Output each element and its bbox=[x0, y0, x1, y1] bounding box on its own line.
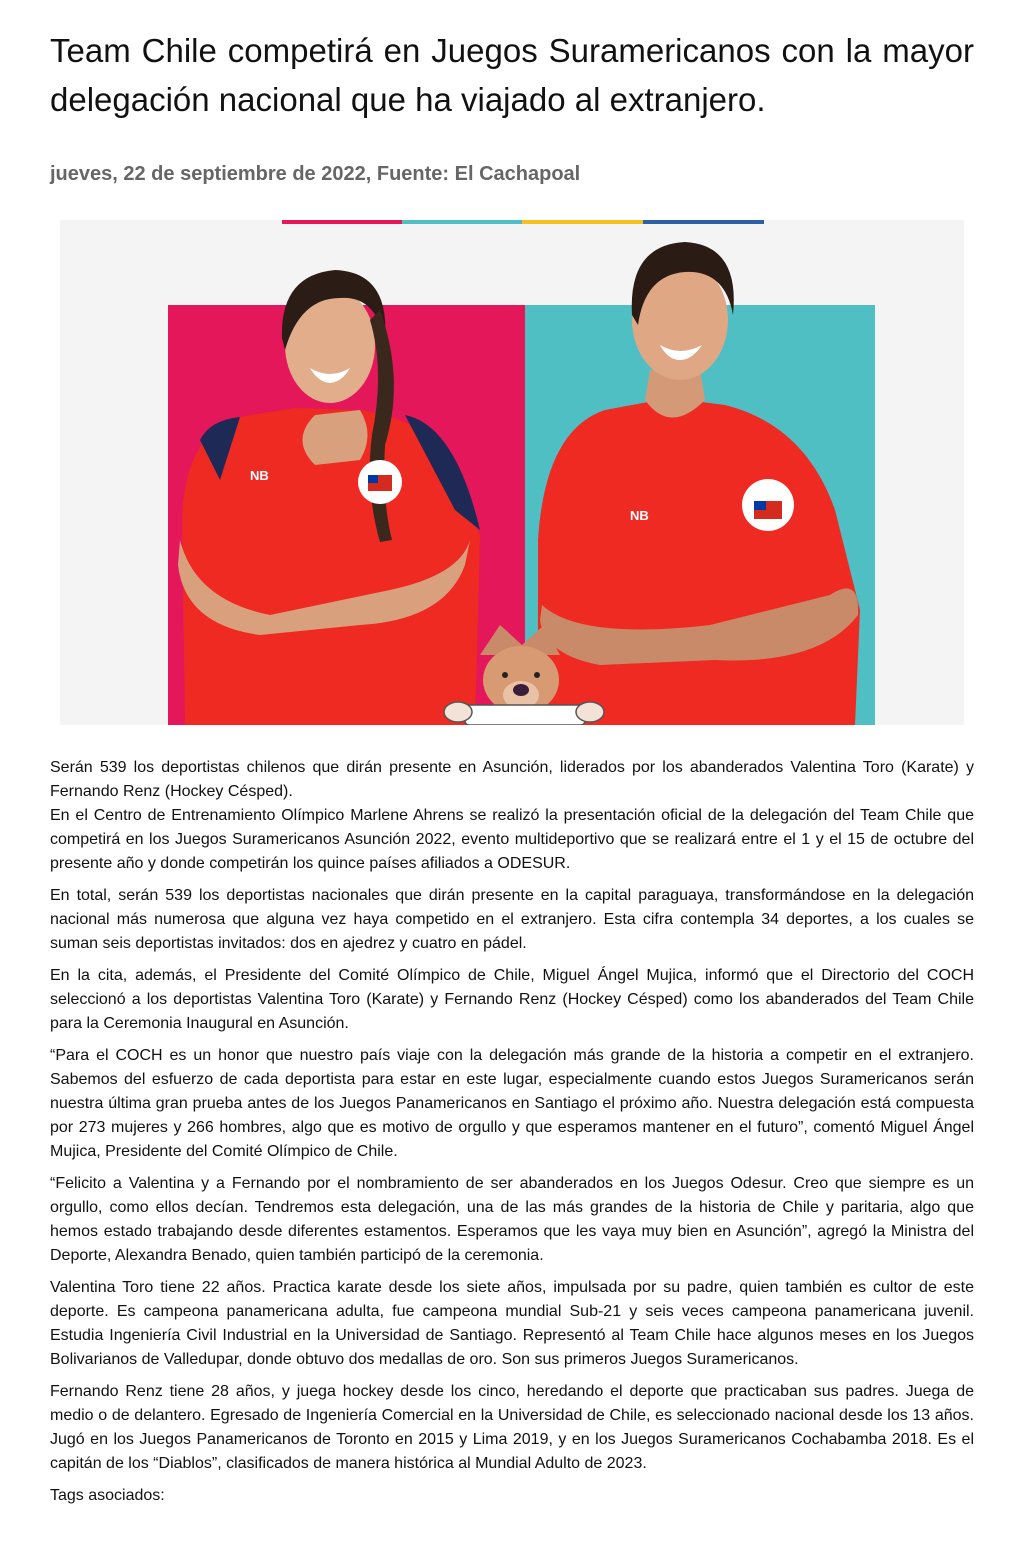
stripe-magenta bbox=[282, 220, 402, 224]
article-paragraph-1: Serán 539 los deportistas chilenos que dirán presente en Asunción, liderados por los abanderados Valentina Toro (Karate) y Fernando Renz (Hockey Césped). bbox=[50, 759, 974, 800]
article-title: Team Chile competirá en Juegos Suramericanos con la mayor delegación nacional que ha viajado al extranjero. bbox=[50, 32, 974, 118]
article-paragraph-3: En total, serán 539 los deportistas nacionales que dirán presente en la capital paraguaya, transformándose en la delegación nacional más numerosa que alguna vez haya competido en el extranjero. Esta cifra contempla 34 deportes, a los cuales se suman seis deportistas invitados: dos en ajedrez y cuatro en pádel. bbox=[50, 887, 974, 952]
article-paragraph-4: En la cita, además, el Presidente del Comité Olímpico de Chile, Miguel Ángel Mujica, informó que el Directorio del COCH seleccionó a los deportistas Valentina Toro (Karate) y Fernando Renz (Hockey Césped) como los abanderados del Team Chile para la Ceremonia Inaugural en Asunción. bbox=[50, 967, 974, 1032]
article bbox=[50, 0, 974, 1516]
article-date-source: jueves, 22 de septiembre de 2022, Fuente: El Cachapoal bbox=[50, 163, 581, 185]
article-paragraph-7: Valentina Toro tiene 22 años. Practica karate desde los siete años, impulsada por su padre, quien también es cultor de este deporte. Es campeona panamericana adulta, fue campeona mundial Sub-21 y seis veces campeona panamericana juvenil. Estudia Ingeniería Civil Industrial en la Universidad de Santiago. Representó al Team Chile hace algunos meses en los Juegos Bolivarianos de Valledupar, donde obtuvo dos medallas de oro. Son sus primeros Juegos Suramericanos. bbox=[50, 1279, 974, 1368]
svg-text:NB: NB bbox=[250, 468, 269, 483]
article-body bbox=[50, 756, 974, 1508]
article-paragraph-8: Fernando Renz tiene 28 años, y juega hockey desde los cinco, heredando el deporte que practicaban sus padres. Juega de medio o de delantero. Egresado de Ingeniería Comercial en la Universidad de Chile, es seleccionado nacional desde los 13 años. Jugó en los Juegos Panamericanos de Toronto en 2015 y Lima 2019, y en los Juegos Suramericanos Cochabamba 2018. Es el capitán de los “Diablos”, clasificados de manera histórica al Mundial Adulto de 2023. bbox=[50, 1383, 974, 1472]
article-paragraph-2: En el Centro de Entrenamiento Olímpico Marlene Ahrens se realizó la presentación oficial de la delegación del Team Chile que competirá en los Juegos Suramericanos Asunción 2022, evento multideportivo que se realizará entre el 1 y el 15 de octubre del presente año y donde competirán los quince países afiliados a ODESUR. bbox=[50, 807, 974, 872]
article-paragraph-5: “Para el COCH es un honor que nuestro país viaje con la delegación más grande de la historia a competir en el extranjero. Sabemos del esfuerzo de cada deportista para estar en este lugar, especialmente cuando estos Juegos Suramericanos serán nuestra última gran prueba antes de los Juegos Panamericanos en Santiago el próximo año. Nuestra delegación está compuesta por 273 mujeres y 266 hombres, algo que es motivo de orgullo y que esperamos mantener en el futuro”, comentó Miguel Ángel Mujica, Presidente del Comité Olímpico de Chile. bbox=[50, 1047, 974, 1160]
svg-text:NB: NB bbox=[630, 508, 649, 523]
stripe-cyan bbox=[402, 220, 522, 224]
tags-label: Tags asociados: bbox=[50, 1487, 165, 1504]
athletes-photo bbox=[60, 220, 964, 725]
stripe-yellow bbox=[522, 220, 643, 224]
article-photo bbox=[60, 220, 964, 725]
article-paragraph-6: “Felicito a Valentina y a Fernando por el nombramiento de ser abanderados en los Juegos Odesur. Creo que siempre es un orgullo, como ellos decían. Tendremos esta delegación, una de las más grandes de la historia de Chile y paritaria, algo que hemos estado trabajando desde diferentes estamentos. Esperamos que les vaya muy bien en Asunción”, agregó la Ministra del Deporte, Alexandra Benado, quien también participó de la ceremonia. bbox=[50, 1175, 974, 1264]
stripe-blue bbox=[643, 220, 764, 224]
